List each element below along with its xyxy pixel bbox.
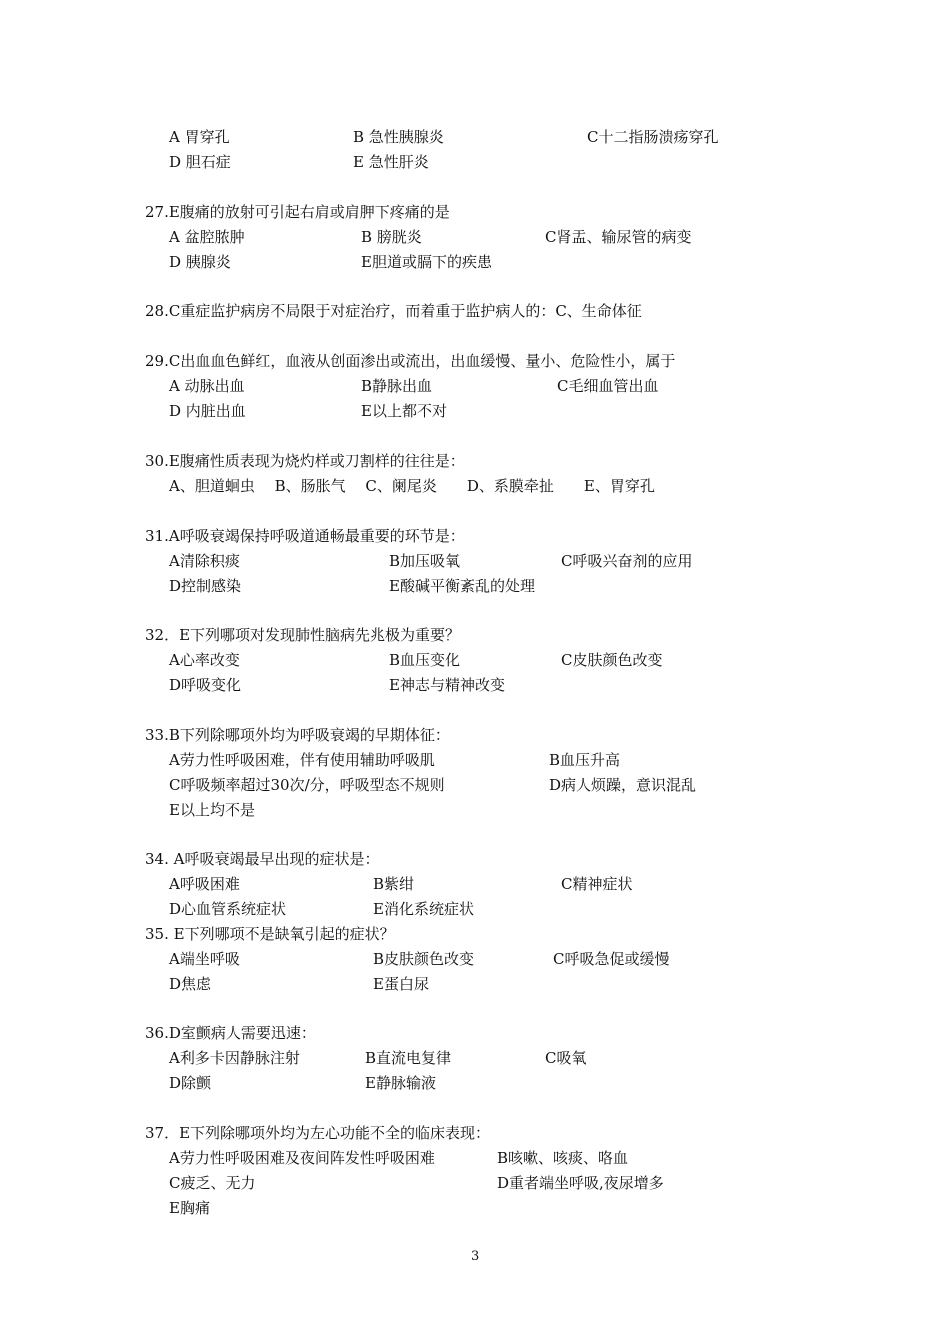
option-text: C毛细血管出血 — [557, 377, 659, 395]
option-text: D除颤 — [169, 1074, 212, 1092]
option-text: C精神症状 — [561, 875, 633, 893]
option-text: B 急性胰腺炎 — [353, 128, 444, 146]
option-text: A、胆道蛔虫 B、肠胀气 C、阑尾炎 D、系膜牵扯 E、胃穿孔 — [169, 477, 655, 495]
option-text: D 胰腺炎 — [169, 253, 231, 271]
option-text: B紫绀 — [373, 875, 415, 893]
option-text: B直流电复律 — [365, 1049, 452, 1067]
option-text: B静脉出血 — [361, 377, 433, 395]
option-text: D焦虑 — [169, 975, 212, 993]
option-text: A呼吸困难 — [169, 875, 240, 893]
option-text: B血压变化 — [389, 651, 461, 669]
option-text: D病人烦躁，意识混乱 — [549, 776, 697, 794]
question-stem: 33.B下列除哪项外均为呼吸衰竭的早期体征： — [145, 726, 450, 744]
option-text: A 动脉出血 — [169, 377, 245, 395]
option-text: E以上都不对 — [361, 402, 447, 420]
option-text: A利多卡因静脉注射 — [169, 1049, 300, 1067]
option-text: E酸碱平衡紊乱的处理 — [389, 577, 535, 595]
option-text: C十二指肠溃疡穿孔 — [587, 128, 719, 146]
option-text: D控制感染 — [169, 577, 242, 595]
option-text: C疲乏、无力 — [169, 1174, 256, 1192]
question-stem: 37．E下列除哪项外均为左心功能不全的临床表现： — [145, 1124, 491, 1142]
option-text: A 盆腔脓肿 — [169, 228, 245, 246]
question-stem: 28.C重症监护病房不局限于对症治疗，而着重于监护病人的：C、生命体征 — [145, 302, 642, 320]
option-text: B 膀胱炎 — [361, 228, 422, 246]
option-text: C吸氧 — [545, 1049, 587, 1067]
question-stem: 36.D室颤病人需要迅速： — [145, 1024, 316, 1042]
option-text: E蛋白尿 — [373, 975, 429, 993]
question-stem: 31.A呼吸衰竭保持呼吸道通畅最重要的环节是： — [145, 527, 465, 545]
option-text: E静脉输液 — [365, 1074, 436, 1092]
option-text: A劳力性呼吸困难及夜间阵发性呼吸困难 — [169, 1149, 435, 1167]
option-text: A端坐呼吸 — [169, 950, 240, 968]
option-text: C呼吸兴奋剂的应用 — [561, 552, 693, 570]
option-text: A心率改变 — [169, 651, 240, 669]
question-stem: 32．E下列哪项对发现肺性脑病先兆极为重要？ — [145, 626, 461, 644]
option-text: D重者端坐呼吸,夜尿增多 — [497, 1174, 664, 1192]
option-text: E 急性肝炎 — [353, 153, 429, 171]
option-text: B加压吸氧 — [389, 552, 461, 570]
question-stem: 34. A呼吸衰竭最早出现的症状是： — [145, 850, 380, 868]
option-text: C呼吸频率超过30次/分，呼吸型态不规则 — [169, 776, 445, 794]
page-number: 3 — [471, 1249, 480, 1264]
option-text: D心血管系统症状 — [169, 900, 287, 918]
option-text: B咳嗽、咳痰、咯血 — [497, 1149, 629, 1167]
question-stem: 35. E下列哪项不是缺氧引起的症状？ — [145, 925, 395, 943]
option-text: E以上均不是 — [169, 801, 255, 819]
option-text: E胆道或膈下的疾患 — [361, 253, 492, 271]
option-text: D 内脏出血 — [169, 402, 246, 420]
option-text: D呼吸变化 — [169, 676, 242, 694]
question-stem: 30.E腹痛性质表现为烧灼样或刀割样的往往是： — [145, 452, 465, 470]
option-text: C皮肤颜色改变 — [561, 651, 663, 669]
option-text: A劳力性呼吸困难，伴有使用辅助呼吸肌 — [169, 751, 435, 769]
option-text: E神志与精神改变 — [389, 676, 505, 694]
option-text: B血压升高 — [549, 751, 621, 769]
question-stem: 29.C出血血色鲜红，血液从创面渗出或流出，出血缓慢、量小、危险性小，属于 — [145, 352, 676, 370]
option-text: E消化系统症状 — [373, 900, 474, 918]
option-text: C肾盂、输尿管的病变 — [545, 228, 692, 246]
option-text: A清除积痰 — [169, 552, 240, 570]
option-text: A 胃穿孔 — [169, 128, 230, 146]
option-text: D 胆石症 — [169, 153, 231, 171]
option-text: C呼吸急促或缓慢 — [553, 950, 670, 968]
option-text: B皮肤颜色改变 — [373, 950, 475, 968]
question-stem: 27.E腹痛的放射可引起右肩或肩胛下疼痛的是 — [145, 203, 450, 221]
option-text: E胸痛 — [169, 1199, 210, 1217]
